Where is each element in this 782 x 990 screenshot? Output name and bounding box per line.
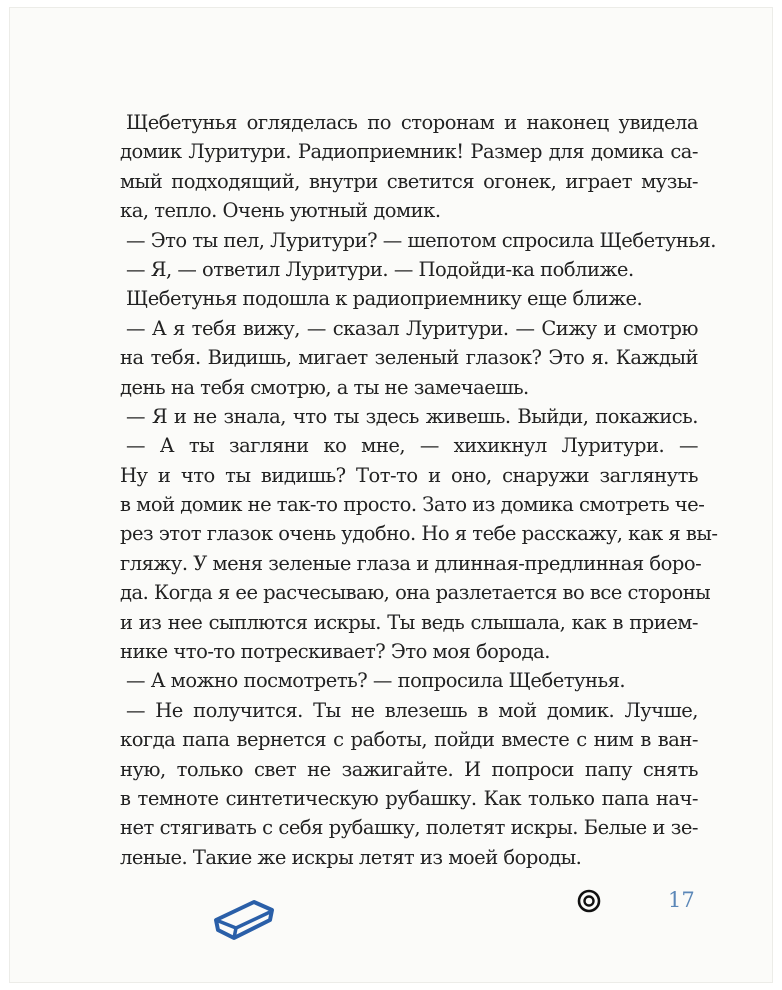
text-line: Ну и что ты видишь? Тот-то и оно, снаружи заглянуть: [120, 463, 698, 487]
text-line: Щебетунья подошла к радиоприемнику еще ближе.: [126, 287, 643, 311]
text-line: — Это ты пел, Луритури? — шепотом спросила Щебетунья.: [126, 228, 717, 252]
text-line: гляжу. У меня зеленые глаза и длинная-предлинная боро-: [120, 551, 702, 575]
text-line: на тебя. Видишь, мигает зеленый глазок? Это я. Каждый: [120, 346, 698, 370]
text-line: — А ты загляни ко мне, — хихикнул Луритури. —: [126, 434, 698, 458]
text-line: — Я и не знала, что ты здесь живешь. Выйди, покажись.: [126, 404, 698, 428]
text-line: рез этот глазок очень удобно. Но я тебе расскажу, как я вы-: [120, 522, 718, 546]
text-line: ка, тепло. Очень уютный домик.: [120, 199, 441, 223]
text-line: и из нее сыплются искры. Ты ведь слышала, как в прием-: [120, 610, 698, 634]
text-line: — Не получится. Ты не влезешь в мой домик. Лучше,: [126, 698, 698, 722]
body-text: [120, 108, 718, 872]
text-line: да. Когда я ее расчесываю, она разлетается во все стороны: [120, 581, 711, 605]
text-line: Щебетунья огляделась по сторонам и наконец увидела: [126, 111, 698, 134]
page-number: 17: [668, 888, 695, 912]
text-line: нет стягивать с себя рубашку, полетят искры. Белые и зе-: [120, 816, 698, 840]
concentric-circle-icon: [576, 888, 602, 914]
text-line: домик Луритури. Радиоприемник! Размер для домика са-: [120, 140, 698, 164]
text-line: в мой домик не так-то просто. Зато из домика смотреть че-: [120, 493, 705, 517]
text-line: — Я, — ответил Луритури. — Подойди-ка поближе.: [126, 257, 634, 281]
text-line: нике что-то потрескивает? Это моя борода.: [120, 640, 550, 664]
text-line: в темноте синтетическую рубашку. Как только папа нач-: [120, 786, 698, 810]
bar-of-soap-icon: [210, 896, 280, 942]
text-line: — А можно посмотреть? — попросила Щебетунья.: [126, 669, 626, 693]
text-line: мый подходящий, внутри светится огонек, играет музы-: [120, 169, 698, 193]
text-line: день на тебя смотрю, а ты не замечаешь.: [120, 375, 529, 399]
text-line: леные. Такие же искры летят из моей бороды.: [120, 845, 582, 869]
text-line: — А я тебя вижу, — сказал Луритури. — Сижу и смотрю: [126, 316, 698, 340]
book-page: [10, 8, 772, 982]
text-line: ную, только свет не зажигайте. И попроси папу снять: [120, 757, 698, 781]
text-line: когда папа вернется с работы, пойди вместе с ним в ван-: [120, 728, 698, 752]
